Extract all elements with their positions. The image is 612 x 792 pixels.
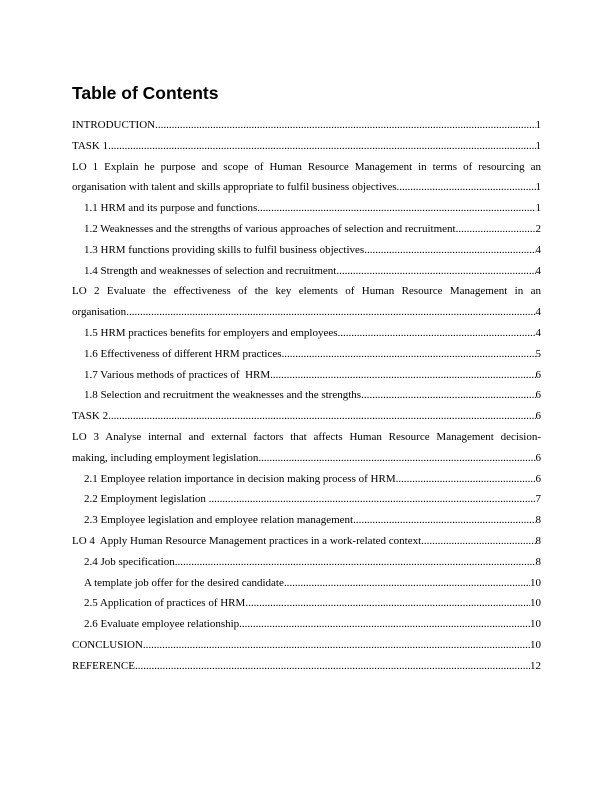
toc-entry-label: making, including employment legislation bbox=[72, 451, 259, 464]
toc-entry-reference[interactable] bbox=[72, 656, 541, 677]
toc-entry-label: 1.4 Strength and weaknesses of selection and recruitment bbox=[84, 264, 337, 277]
toc-entry-task-1[interactable] bbox=[72, 136, 541, 157]
toc-entry-page: 1 bbox=[535, 181, 541, 194]
toc-entry-label: 1.2 Weaknesses and the strengths of various approaches of selection and recruitment bbox=[84, 222, 456, 235]
page-title: Table of Contents bbox=[72, 83, 219, 103]
toc-entry-conclusion[interactable] bbox=[72, 635, 541, 656]
toc-entry-1-8[interactable] bbox=[72, 385, 541, 406]
toc-entry-page: 6 bbox=[535, 368, 541, 381]
toc-entry-lo3[interactable] bbox=[72, 427, 541, 469]
toc-entry-page: 6 bbox=[535, 389, 541, 402]
toc-entry-page: 10 bbox=[530, 597, 541, 610]
toc-entry-label: 1.6 Effectiveness of different HRM practices bbox=[84, 347, 282, 360]
toc-entry-2-2[interactable] bbox=[72, 489, 541, 510]
toc-entry-lo1[interactable] bbox=[72, 157, 541, 199]
toc-entry-page: 8 bbox=[535, 534, 541, 547]
toc-entry-label-line1: LO 3 Analyse internal and external factors that affects Human Resource Management decision- bbox=[72, 430, 541, 443]
toc-entry-label: 2.6 Evaluate employee relationship bbox=[84, 618, 240, 631]
toc-entry-label: A template job offer for the desired candidate bbox=[84, 576, 284, 589]
toc-entry-page: 6 bbox=[535, 472, 541, 485]
toc-entry-label: 2.1 Employee relation importance in decision making process of HRM bbox=[84, 472, 396, 485]
toc-entry-page: 6 bbox=[535, 451, 541, 464]
table-of-contents bbox=[72, 115, 541, 677]
toc-entry-label: TASK 2 bbox=[72, 410, 109, 423]
toc-entry-page: 1 bbox=[535, 119, 541, 131]
toc-entry-page: 1 bbox=[535, 139, 541, 152]
toc-entry-label: organisation with talent and skills appropriate to fulfil business objectives bbox=[72, 181, 397, 194]
toc-entry-label: 1.8 Selection and recruitment the weaknesses and the strengths bbox=[84, 389, 362, 402]
toc-entry-label: 2.3 Employee legislation and employee relation management bbox=[84, 514, 354, 527]
toc-entry-label-line1: LO 2 Evaluate the effectiveness of the key elements of Human Resource Management in an bbox=[72, 285, 541, 298]
toc-entry-lo2[interactable] bbox=[72, 281, 541, 323]
toc-entry-1-6[interactable] bbox=[72, 344, 541, 365]
toc-entry-1-5[interactable] bbox=[72, 323, 541, 344]
toc-entry-job-offer-template[interactable] bbox=[72, 573, 541, 594]
toc-entry-2-4[interactable] bbox=[72, 552, 541, 573]
toc-entry-1-2[interactable] bbox=[72, 219, 541, 240]
toc-entry-page: 10 bbox=[530, 576, 541, 589]
toc-entry-2-6[interactable] bbox=[72, 614, 541, 635]
toc-entry-label: 1.5 HRM practices benefits for employers and employees bbox=[84, 326, 338, 339]
toc-entry-label: 1.7 Various methods of practices of HRM bbox=[84, 368, 271, 381]
toc-entry-label: organisation bbox=[72, 306, 127, 319]
toc-entry-lo4[interactable] bbox=[72, 531, 541, 552]
toc-entry-page: 10 bbox=[530, 638, 541, 651]
toc-entry-page: 5 bbox=[535, 347, 541, 360]
toc-entry-label: CONCLUSION bbox=[72, 638, 143, 651]
toc-entry-label: 1.3 HRM functions providing skills to fulfil business objectives bbox=[84, 243, 365, 256]
toc-entry-2-3[interactable] bbox=[72, 510, 541, 531]
toc-entry-page: 6 bbox=[535, 410, 541, 423]
toc-entry-label: TASK 1 bbox=[72, 139, 109, 152]
toc-entry-1-1[interactable] bbox=[72, 198, 541, 219]
toc-entry-page: 4 bbox=[535, 306, 541, 319]
toc-entry-page: 7 bbox=[535, 493, 541, 506]
toc-entry-label: LO 4 Apply Human Resource Management practices in a work-related context bbox=[72, 534, 422, 547]
toc-entry-label: INTRODUCTION bbox=[72, 119, 156, 131]
toc-entry-page: 4 bbox=[535, 326, 541, 339]
toc-entry-2-5[interactable] bbox=[72, 593, 541, 614]
toc-entry-task-2[interactable] bbox=[72, 406, 541, 427]
toc-entry-page: 8 bbox=[535, 514, 541, 527]
toc-entry-1-4[interactable] bbox=[72, 261, 541, 282]
toc-entry-label: 2.2 Employment legislation bbox=[84, 493, 209, 506]
toc-entry-label: 1.1 HRM and its purpose and functions bbox=[84, 202, 258, 215]
toc-entry-page: 8 bbox=[535, 555, 541, 568]
toc-entry-label: 2.5 Application of practices of HRM bbox=[84, 597, 246, 610]
toc-entry-page: 12 bbox=[530, 659, 541, 672]
toc-entry-2-1[interactable] bbox=[72, 469, 541, 490]
toc-entry-page: 10 bbox=[530, 618, 541, 631]
toc-entry-label: REFERENCE bbox=[72, 659, 135, 672]
toc-entry-1-3[interactable] bbox=[72, 240, 541, 261]
toc-entry-1-7[interactable] bbox=[72, 365, 541, 386]
toc-entry-page: 1 bbox=[535, 202, 541, 215]
toc-entry-page: 4 bbox=[535, 264, 541, 277]
toc-entry-introduction[interactable] bbox=[72, 115, 541, 136]
toc-entry-page: 4 bbox=[535, 243, 541, 256]
toc-entry-label-line1: LO 1 Explain he purpose and scope of Human Resource Management in terms of resourcing an bbox=[72, 160, 541, 173]
toc-entry-page: 2 bbox=[535, 222, 541, 235]
toc-entry-label: 2.4 Job specification bbox=[84, 555, 175, 568]
